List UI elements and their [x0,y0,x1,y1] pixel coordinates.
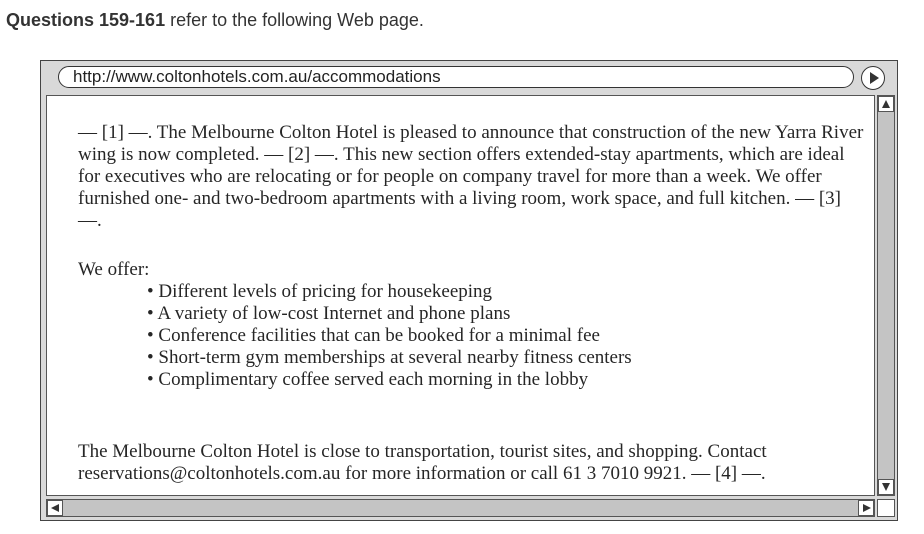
list-item: • Conference facilities that can be booked for a minimal fee [147,325,632,347]
page-content [46,95,875,496]
offer-list [147,281,632,391]
list-item: • Different levels of pricing for housekeeping [147,281,632,303]
scroll-up-icon[interactable] [878,96,894,112]
question-intro [6,10,424,31]
list-item: • Complimentary coffee served each morning in the lobby [147,369,632,391]
intro-paragraph: — [1] —. The Melbourne Colton Hotel is pleased to announce that construction of the new Yarra River wing is now completed. — [2] —. This new section offers extended-stay apartments, which are ideal for executives who are relocating or for people on company travel for more than a week. We offer furnished one- and two-bedroom apartments with a living room, work space, and full kitchen. — [3] —. [78,122,864,231]
question-range: Questions 159-161 [6,10,166,30]
question-intro-text: refer to the following Web page. [165,10,424,30]
list-item: • Short-term gym memberships at several nearby fitness centers [147,347,632,369]
scroll-left-icon[interactable] [47,500,63,516]
contact-paragraph: The Melbourne Colton Hotel is close to transportation, tourist sites, and shopping. Contact reservations@coltonhotels.com.au for more information or call 61 3 7010 9921. — [4] —. [78,441,767,484]
go-icon[interactable] [861,66,885,90]
scroll-right-icon[interactable] [858,500,874,516]
horizontal-scrollbar[interactable] [46,499,875,517]
vertical-scrollbar[interactable] [877,95,895,496]
scroll-down-icon[interactable] [878,479,894,495]
list-item: • A variety of low-cost Internet and phone plans [147,303,632,325]
offer-heading: We offer: [78,259,150,280]
browser-window [40,60,898,521]
scrollbar-corner [877,499,895,517]
address-bar[interactable]: http://www.coltonhotels.com.au/accommodations [58,66,854,88]
